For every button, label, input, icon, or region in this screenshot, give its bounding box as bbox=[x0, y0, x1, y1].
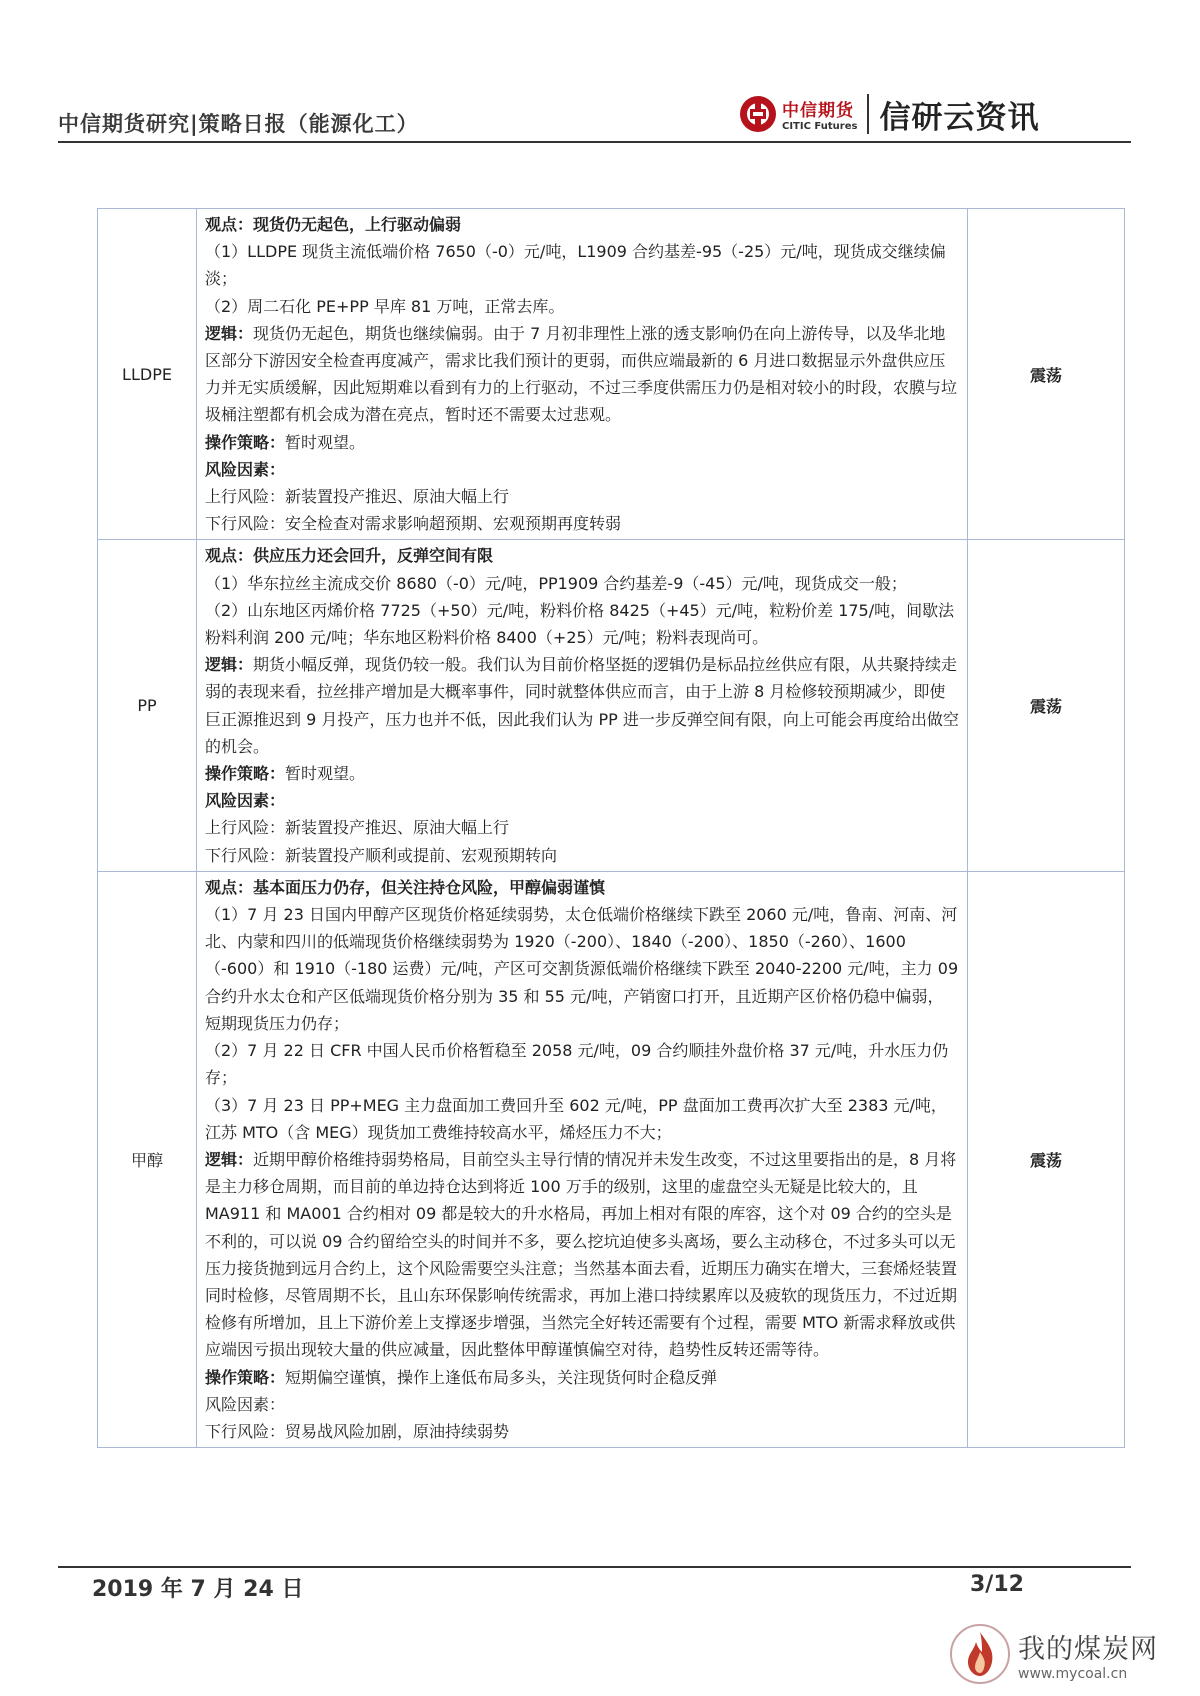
view-line bbox=[205, 211, 959, 238]
strategy-label: 操作策略： bbox=[205, 764, 286, 784]
table-row bbox=[98, 871, 1125, 1447]
risk-line: 下行风险：新装置投产顺利或提前、宏观预期转向 bbox=[205, 845, 558, 865]
view-label: 观点： bbox=[205, 215, 254, 234]
point-line: （3）7 月 23 日 PP+MEG 主力盘面加工费回升至 602 元/吨，PP 盘面加工费再次扩大至 2383 元/吨，江苏 MTO（含 MEG）现货加工费维持较高水平，烯烃压力不大； bbox=[205, 1095, 947, 1142]
strategy-table bbox=[97, 208, 1125, 1448]
strategy-label: 操作策略： bbox=[205, 432, 286, 452]
view-text: 基本面压力仍存，但关注持仓风险，甲醇偏弱谨慎 bbox=[253, 877, 606, 897]
logic-label: 逻辑： bbox=[205, 1149, 254, 1169]
risk-line: 下行风险：贸易战风险加剧，原油持续弱势 bbox=[205, 1421, 510, 1441]
strategy-text: 暂时观望。 bbox=[285, 764, 366, 784]
logo-en-text: CITIC Futures bbox=[782, 121, 858, 132]
product-name: PP bbox=[98, 540, 197, 871]
risk-label: 风险因素： bbox=[205, 791, 286, 811]
point-line: （2）7 月 22 日 CFR 中国人民币价格暂稳至 2058 元/吨，09 合约顺挂外盘价格 37 元/吨，升水压力仍存； bbox=[205, 1041, 949, 1088]
logic-line bbox=[205, 320, 959, 429]
footer-rule bbox=[58, 1566, 1131, 1568]
analysis-cell bbox=[197, 871, 968, 1447]
point-line: （2）山东地区丙烯价格 7725（+50）元/吨，粉料价格 8425（+45）元/吨，粒粉价差 175/吨，间歇法粉料利润 200 元/吨；华东地区粉料价格 8400（+25）元/吨；粉料表现尚可。 bbox=[205, 600, 955, 648]
header-rule bbox=[58, 141, 1131, 143]
flame-icon bbox=[948, 1622, 1012, 1686]
logo-cn-text: 中信期货 bbox=[782, 101, 854, 121]
point-line: （1）华东拉丝主流成交价 8680（-0）元/吨，PP1909 合约基差-9（-45）元/吨，现货成交一般； bbox=[205, 573, 907, 593]
view-line bbox=[205, 542, 959, 569]
strategy-label: 操作策略： bbox=[205, 1367, 286, 1387]
risk-line: 上行风险：新装置投产推迟、原油大幅上行 bbox=[205, 487, 510, 507]
logic-label: 逻辑： bbox=[205, 655, 254, 675]
view-label: 观点： bbox=[205, 546, 254, 566]
verdict: 震荡 bbox=[968, 540, 1125, 871]
strategy-line bbox=[205, 760, 959, 787]
report-date: 2019 年 7 月 24 日 bbox=[92, 1577, 304, 1602]
logo-divider bbox=[867, 94, 869, 134]
view-text: 现货仍无起色，上行驱动偏弱 bbox=[253, 215, 462, 234]
logic-text: 现货仍无起色，期货也继续偏弱。由于 7 月初非理性上涨的透支影响仍在向上游传导，以及华北地区部分下游因安全检查再度减产，需求比我们预计的更弱，而供应端最新的 6 月进口数据显示外盘供应压力并无实质缓解，因此短期难以看到有力的上行驱动，不过三季度供需压力仍是相对较小的时段，农膜与垃圾桶注塑都有机会成为潜在亮点，暂时还不需要太过悲观。 bbox=[205, 323, 958, 425]
analysis-cell bbox=[197, 209, 968, 540]
logic-line bbox=[205, 1146, 959, 1364]
logic-text: 近期甲醇价格维持弱势格局，目前空头主导行情的情况并未发生改变，不过这里要指出的是，8 月将是主力移仓周期，而目前的单边持仓达到将近 100 万手的级别，这里的虚盘空头无疑是比较大的，且 MA911 和 MA001 合约相对 09 都是较大的升水格局，再加上相对有限的库容，这个对 09 合约的空头是不利的，可以说 09 合约留给空头的时间并不多，要么挖坑迫使多头离场，要么主动移仓，不过多头可以无压力接货抛到远月合约上，这个风险需要空头注意；当然基本面去看，近期压力确实在增大，三套烯烃装置同时检修，尽管周期不长，且山东环保影响传统需求，再加上港口持续累库以及疲软的现货压力，不过近期检修有所增加，且上下游价差上支撑逐步增强，当然完全好转还需要有个过程，需要 MTO 新需求释放或供应端因亏损出现较大量的供应减量，因此整体甲醇谨慎偏空对待，趋势性反转还需等待。 bbox=[205, 1149, 958, 1360]
verdict: 震荡 bbox=[968, 209, 1125, 540]
point-line: （1）LLDPE 现货主流低端价格 7650（-0）元/吨，L1909 合约基差-95（-25）元/吨，现货成交继续偏淡； bbox=[205, 242, 946, 289]
brand-name: 信研云资讯 bbox=[879, 99, 1040, 136]
strategy-line bbox=[205, 429, 959, 456]
page-number: 3/12 bbox=[970, 1572, 1024, 1597]
citic-logo-icon bbox=[738, 94, 778, 134]
risk-line: 上行风险：新装置投产推迟、原油大幅上行 bbox=[205, 818, 510, 838]
point-line: （1）7 月 23 日国内甲醇产区现货价格延续弱势，太仓低端价格继续下跌至 2060 元/吨，鲁南、河南、河北、内蒙和四川的低端现货价格继续弱势为 1920（-200）、1840（-200）、1850（-260）、1600（-600）和 1910（-180 运费）元/吨，产区可交割货源低端价格继续下跌至 2040-2200 元/吨，主力 09 合约升水太仓和产区低端现货价格分别为 35 和 55 元/吨，产销窗口打开，且近期产区价格仍稳中偏弱，短期现货压力仍存； bbox=[205, 905, 959, 1033]
table-row bbox=[98, 209, 1125, 540]
view-text: 供应压力还会回升，反弹空间有限 bbox=[253, 546, 494, 566]
risk-label: 风险因素： bbox=[205, 1394, 286, 1414]
report-title: 中信期货研究|策略日报（能源化工） bbox=[58, 112, 419, 136]
logic-text: 期货小幅反弹，现货仍较一般。我们认为目前价格坚挺的逻辑仍是标品拉丝供应有限，从共聚持续走弱的表现来看，拉丝排产增加是大概率事件，同时就整体供应而言，由于上游 8 月检修较预期减少，即使巨正源推迟到 9 月投产，压力也并不低，因此我们认为 PP 进一步反弹空间有限，向上可能会再度给出做空的机会。 bbox=[205, 655, 959, 756]
view-line bbox=[205, 874, 959, 901]
risk-label: 风险因素： bbox=[205, 459, 286, 479]
strategy-text: 暂时观望。 bbox=[285, 432, 366, 452]
citic-logo bbox=[738, 90, 1039, 138]
product-name: LLDPE bbox=[98, 209, 197, 540]
strategy-line bbox=[205, 1364, 959, 1391]
logic-line bbox=[205, 651, 959, 760]
verdict: 震荡 bbox=[968, 871, 1125, 1447]
table-row bbox=[98, 540, 1125, 871]
strategy-text: 短期偏空谨慎，操作上逢低布局多头，关注现货何时企稳反弹 bbox=[285, 1367, 718, 1387]
watermark bbox=[948, 1622, 1158, 1686]
analysis-cell bbox=[197, 540, 968, 871]
logic-label: 逻辑： bbox=[205, 323, 254, 343]
risk-line: 下行风险：安全检查对需求影响超预期、宏观预期再度转弱 bbox=[205, 514, 622, 534]
point-line: （2）周二石化 PE+PP 早库 81 万吨，正常去库。 bbox=[205, 296, 565, 316]
watermark-site-name: 我的煤炭网 bbox=[1018, 1633, 1158, 1665]
product-name: 甲醇 bbox=[98, 871, 197, 1447]
watermark-url: www.mycoal.cn bbox=[1018, 1665, 1128, 1682]
view-label: 观点： bbox=[205, 877, 254, 897]
